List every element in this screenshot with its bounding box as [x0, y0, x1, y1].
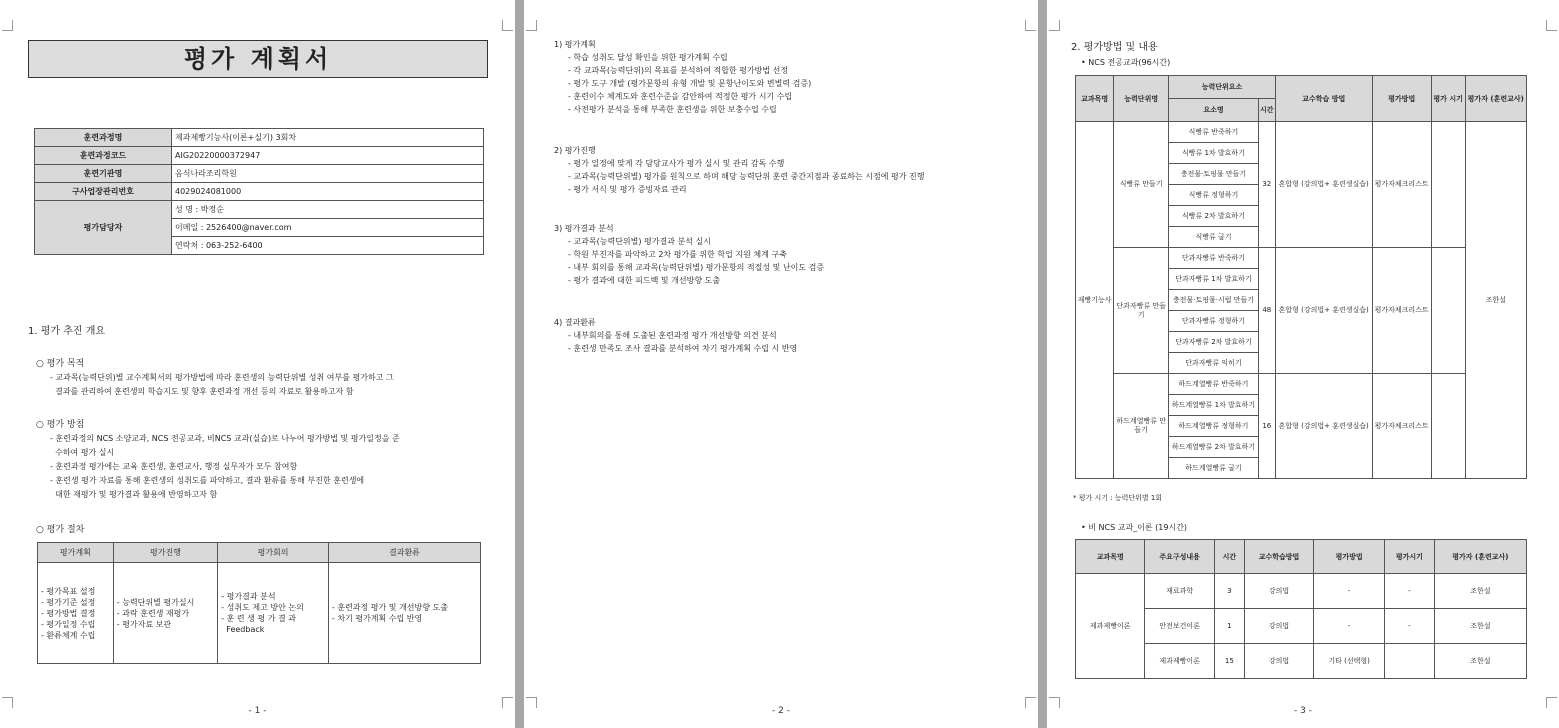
- non-content: 안전보건이론: [1145, 609, 1214, 644]
- non-header: 교과목명: [1076, 540, 1145, 574]
- procedure-header: 평가계획: [38, 543, 114, 563]
- crop-mark: [1049, 20, 1060, 31]
- non-row: [1076, 574, 1527, 609]
- info-label: 훈련과정코드: [35, 147, 172, 165]
- ncs-element: 충전물·토핑물·시럽 만들기: [1169, 290, 1259, 311]
- text-line: - 평가결과 분석: [221, 592, 276, 601]
- non-ncs-evaluation-table: [1075, 539, 1527, 679]
- non-eval: 기타 (선택형): [1314, 644, 1385, 679]
- non-time: -: [1385, 609, 1435, 644]
- col-method: 교수학습 방법: [1275, 76, 1372, 122]
- non-time: -: [1385, 574, 1435, 609]
- purpose-text: [50, 371, 394, 399]
- ncs-eval-time: [1431, 248, 1465, 374]
- non-content: 재료과학: [1145, 574, 1214, 609]
- ncs-element: 단과자빵류 정형하기: [1169, 311, 1259, 332]
- ncs-element: 식빵류 굽기: [1169, 227, 1259, 248]
- non-evaluator: 조한설: [1434, 644, 1526, 679]
- text-line: - 평가방법 결정: [41, 608, 96, 618]
- info-value: 음식나라조리학원: [172, 165, 484, 183]
- ncs-unit-name: 단과자빵류 만들기: [1114, 248, 1169, 374]
- text-line: Feedback: [221, 625, 265, 634]
- non-header: 평가방법: [1314, 540, 1385, 574]
- col-element-name: 요소명: [1169, 99, 1259, 122]
- non-ncs-heading: • 비 NCS 교과_이론 (19시간): [1081, 523, 1188, 532]
- ncs-unit-name: 식빵류 만들기: [1114, 122, 1169, 248]
- ncs-element: 식빵류 1차 발효하기: [1169, 143, 1259, 164]
- document-page-1: [0, 0, 515, 728]
- ncs-row: [1076, 374, 1527, 395]
- text-line: - 환류체계 수립: [41, 630, 96, 640]
- stage-line: - 평가 결과에 대한 피드백 및 개선방향 도출: [568, 276, 721, 285]
- non-hours: 3: [1214, 574, 1244, 609]
- ncs-eval-time: [1431, 374, 1465, 479]
- ncs-hours: 32: [1258, 122, 1275, 248]
- ncs-element: 하드계열빵류 1차 발효하기: [1169, 395, 1259, 416]
- stage-line: - 평가 도구 개발 (평가문항의 유형 개발 및 문항난이도와 변별력 검증): [568, 79, 812, 88]
- non-header: 시간: [1214, 540, 1244, 574]
- stage-line: - 각 교과목(능력단위)의 목표를 분석하여 적합한 평가방법 선정: [568, 66, 789, 75]
- non-header: 교수학습방법: [1244, 540, 1313, 574]
- procedure-cell: [328, 563, 480, 664]
- info-row: [35, 183, 484, 201]
- ncs-row: [1076, 122, 1527, 143]
- crop-mark: [1025, 20, 1036, 31]
- non-hours: 1: [1214, 609, 1244, 644]
- non-hours: 15: [1214, 644, 1244, 679]
- col-eval-method: 평가방법: [1372, 76, 1431, 122]
- non-content: 제과제빵이론: [1145, 644, 1214, 679]
- info-label: 훈련기관명: [35, 165, 172, 183]
- text-line: - 성취도 제고 방안 논의: [221, 603, 304, 612]
- stage-line: - 교과목(능력단위별) 평가를 원칙으로 하며 해당 능력단위 훈련 중간지점과 종료하는 시점에 평가 진행: [568, 172, 925, 181]
- ncs-element: 단과자빵류 1차 발효하기: [1169, 269, 1259, 290]
- ncs-eval: 평가자체크리스트: [1372, 122, 1431, 248]
- col-eval-time: 평가 시기: [1431, 76, 1465, 122]
- non-header: 평가자 (훈련교사): [1434, 540, 1526, 574]
- stage-line: - 평가 서식 및 평가 증빙자료 관리: [568, 185, 687, 194]
- ncs-evaluation-table: [1075, 75, 1527, 479]
- ncs-evaluator: 조한설: [1465, 122, 1526, 479]
- policy-heading: ○ 평가 방침: [36, 420, 85, 430]
- non-eval: -: [1314, 574, 1385, 609]
- text-line: - 평가일정 수립: [41, 619, 96, 629]
- ncs-element: 하드계열빵류 굽기: [1169, 458, 1259, 479]
- ncs-hours: 16: [1258, 374, 1275, 479]
- ncs-element: 하드계열빵류 정형하기: [1169, 416, 1259, 437]
- stage-heading: 3) 평가결과 분석: [554, 224, 614, 233]
- crop-mark: [502, 20, 513, 31]
- stage-line: - 교과목(능력단위별) 평가결과 분석 실시: [568, 237, 711, 246]
- section-heading-1: 1. 평가 추진 개요: [28, 326, 106, 337]
- info-value: 성 명 : 박정순: [172, 201, 484, 219]
- text-line: - 평가목표 설정: [41, 586, 96, 596]
- procedure-cell: [113, 563, 217, 664]
- stage-heading: 2) 평가진행: [554, 146, 596, 155]
- procedure-cell: [218, 563, 329, 664]
- text-line: - 능력단위별 평가실시: [116, 597, 195, 607]
- stage-heading: 1) 평가계획: [554, 40, 596, 49]
- text-line: 대한 재평가 및 평가결과 활용에 반영하고자 함: [50, 490, 218, 499]
- ncs-element: 식빵류 정형하기: [1169, 185, 1259, 206]
- text-line: - 훈 련 생 평 가 결 과: [221, 614, 296, 623]
- procedure-table: [37, 542, 481, 664]
- ncs-element: 단과자빵류 익히기: [1169, 353, 1259, 374]
- ncs-element: 하드계열빵류 2차 발효하기: [1169, 437, 1259, 458]
- text-line: - 평가기준 설정: [41, 597, 96, 607]
- ncs-element: 단과자빵류 2차 발효하기: [1169, 332, 1259, 353]
- ncs-eval: 평가자체크리스트: [1372, 374, 1431, 479]
- policy-text: [50, 432, 400, 502]
- text-line: 결과를 관리하여 훈련생의 학습지도 및 향후 훈련과정 개선 등의 자료로 활용하고자 함: [50, 387, 354, 396]
- text-line: - 교과목(능력단위)별 교수계획서의 평가방법에 따라 훈련생의 능력단위별 성취 여부를 평가하고 그: [50, 373, 394, 382]
- text-line: - 훈련생 평가 자료를 통해 훈련생의 성취도를 파악하고, 결과 환류를 통해 부진한 훈련생에: [50, 476, 365, 485]
- non-method: 강의법: [1244, 644, 1313, 679]
- text-line: - 차기 평가계획 수립 반영: [331, 614, 423, 623]
- ncs-element: 충전물·토핑물 만들기: [1169, 164, 1259, 185]
- purpose-heading: ○ 평가 목적: [36, 359, 85, 369]
- stage-block: [554, 316, 797, 355]
- non-method: 강의법: [1244, 574, 1313, 609]
- document-page-2: [524, 0, 1038, 728]
- ncs-heading: • NCS 전공교과(96시간): [1081, 58, 1171, 67]
- crop-mark: [2, 20, 13, 31]
- info-value: 제과제빵기능사(이론+실기) 3회차: [172, 129, 484, 147]
- ncs-element: 하드계열빵류 반죽하기: [1169, 374, 1259, 395]
- ncs-row: [1076, 248, 1527, 269]
- info-value: 이메일 : 2526400@naver.com: [172, 219, 484, 237]
- info-row: [35, 129, 484, 147]
- ncs-element: 단과자빵류 반죽하기: [1169, 248, 1259, 269]
- non-header: 평가시기: [1385, 540, 1435, 574]
- stage-block: [554, 38, 811, 116]
- ncs-eval-time: [1431, 122, 1465, 248]
- stage-line: - 평가 일정에 맞게 각 담당교사가 평가 실시 및 관리 감독 수행: [568, 159, 785, 168]
- col-element-group: 능력단위요소: [1169, 76, 1276, 99]
- procedure-heading: ○ 평가 절차: [36, 525, 85, 535]
- stage-line: - 학습 성취도 달성 확인을 위한 평가계획 수립: [568, 53, 728, 62]
- ncs-note: * 평가 시기 : 능력단위별 1회: [1073, 494, 1163, 502]
- info-label: 평가담당자: [35, 201, 172, 255]
- procedure-header: 평가진행: [113, 543, 217, 563]
- non-subject: 제과제빵이론: [1076, 574, 1145, 679]
- stage-line: - 학원 부진자를 파악하고 2차 평가를 위한 학업 지원 체계 구축: [568, 250, 787, 259]
- info-row: [35, 201, 484, 219]
- stage-heading: 4) 결과환류: [554, 318, 596, 327]
- stage-line: - 내부 회의를 통해 교과목(능력단위별) 평가문항의 적절성 및 난이도 검증: [568, 263, 825, 272]
- col-subject: 교과목명: [1076, 76, 1114, 122]
- stage-block: [554, 144, 925, 196]
- section-heading-2: 2. 평가방법 및 내용: [1071, 42, 1158, 53]
- info-value: AIG20220000372947: [172, 147, 484, 165]
- stage-line: - 훈련생 만족도 조사 결과를 분석하여 차기 평가계획 수립 시 반영: [568, 344, 798, 353]
- stage-line: - 내부회의를 통해 도출된 훈련과정 평가 개선방향 의견 분석: [568, 331, 777, 340]
- info-row: [35, 165, 484, 183]
- non-time: [1385, 644, 1435, 679]
- info-value: 4029024081000: [172, 183, 484, 201]
- text-line: - 훈련과정 평가 및 개선방향 도출: [331, 603, 448, 612]
- ncs-subject: 제빵기능사: [1076, 122, 1114, 479]
- info-row: [35, 147, 484, 165]
- stage-block: [554, 222, 824, 287]
- ncs-element: 식빵류 반죽하기: [1169, 122, 1259, 143]
- ncs-hours: 48: [1258, 248, 1275, 374]
- info-label: 훈련과정명: [35, 129, 172, 147]
- stage-line: - 훈련이수 체계도와 훈련수준을 감안하여 적정한 평가 시기 수립: [568, 92, 793, 101]
- page-number: - 3 -: [1294, 706, 1312, 716]
- non-eval: -: [1314, 609, 1385, 644]
- procedure-header: 결과환류: [328, 543, 480, 563]
- document-title: 평가 계획서: [28, 40, 488, 78]
- text-line: - 훈련과정의 NCS 소양교과, NCS 전공교과, 비NCS 교과(실습)로 나누어 평가방법 및 평가일정을 준: [50, 434, 400, 443]
- crop-mark: [526, 20, 537, 31]
- col-unit: 능력단위명: [1114, 76, 1169, 122]
- non-evaluator: 조한설: [1434, 574, 1526, 609]
- stage-line: - 사전평가 분석을 통해 부족한 훈련생을 위한 보충수업 수립: [568, 105, 777, 114]
- non-method: 강의법: [1244, 609, 1313, 644]
- info-value: 연락처 : 063-252-6400: [172, 237, 484, 255]
- non-evaluator: 조한설: [1434, 609, 1526, 644]
- ncs-method: 혼합형 (강의법+ 훈련생실습): [1275, 374, 1372, 479]
- crop-mark: [1546, 20, 1557, 31]
- non-header: 주요구성내용: [1145, 540, 1214, 574]
- page-number: - 2 -: [772, 706, 790, 716]
- text-line: - 평가자료 보관: [116, 619, 172, 629]
- procedure-cell: [38, 563, 114, 664]
- col-hours: 시간: [1258, 99, 1275, 122]
- ncs-eval: 평가자체크리스트: [1372, 248, 1431, 374]
- page-number: - 1 -: [248, 706, 267, 716]
- procedure-header: 평가회의: [218, 543, 329, 563]
- ncs-method: 혼합형 (강의법+ 훈련생실습): [1275, 248, 1372, 374]
- ncs-element: 식빵류 2차 발효하기: [1169, 206, 1259, 227]
- text-line: - 과락 훈련생 재평가: [116, 608, 190, 618]
- course-info-table: [34, 128, 484, 255]
- ncs-unit-name: 하드계열빵류 만들기: [1114, 374, 1169, 479]
- text-line: - 훈련과정 평가에는 교육 훈련생, 훈련교사, 행정 실무자가 모두 참여함: [50, 462, 298, 471]
- col-evaluator: 평가자 (훈련교사): [1465, 76, 1526, 122]
- text-line: 수하여 평가 실시: [50, 448, 115, 457]
- ncs-method: 혼합형 (강의법+ 훈련생실습): [1275, 122, 1372, 248]
- info-label: 구사업장관리번호: [35, 183, 172, 201]
